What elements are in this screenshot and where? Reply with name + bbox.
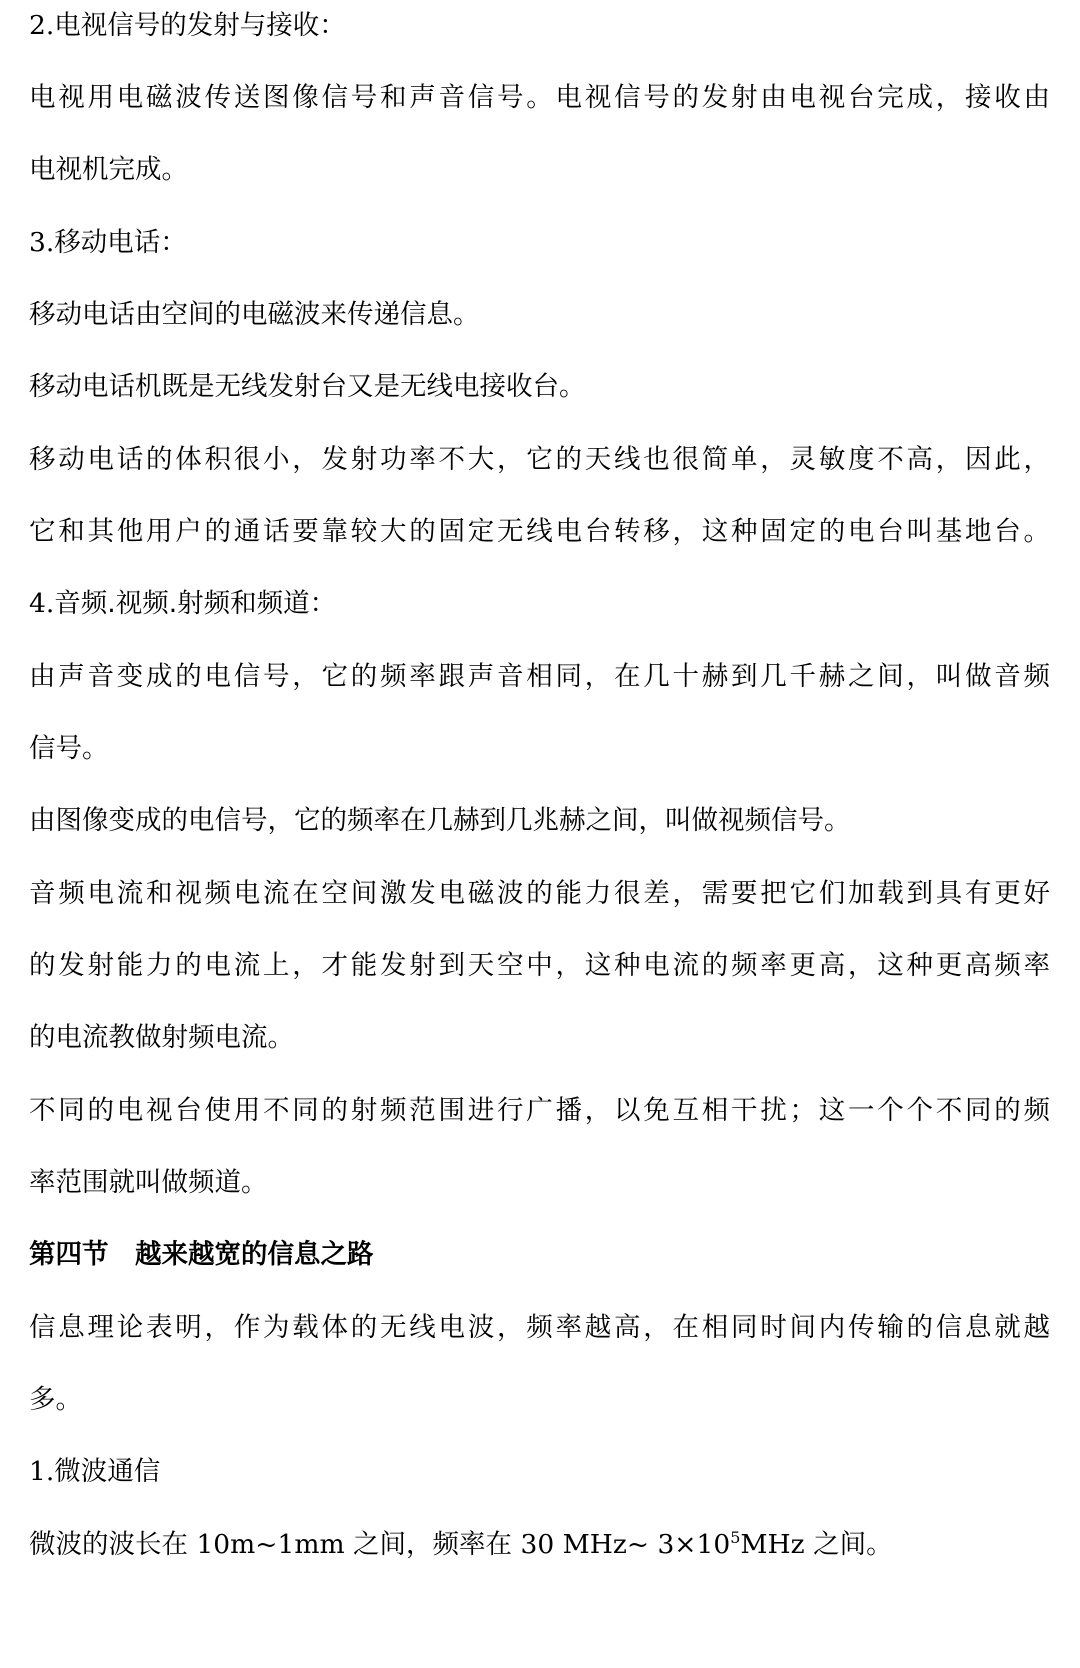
section-heading-tv-signal — [29, 6, 1050, 46]
item-number: 3. — [29, 227, 55, 258]
paragraph-line-microwave-range — [29, 1525, 1050, 1565]
section-heading-mobile-phone — [29, 223, 1050, 263]
paragraph-line: 音频电流和视频电流在空间激发电磁波的能力很差，需要把它们加载到具有更好 — [29, 878, 1050, 909]
paragraph-line: 移动电话机既是无线发射台又是无线电接收台。 — [29, 371, 586, 402]
heading-text: 音频.视频.射频和频道： — [54, 588, 337, 619]
wavelength-range: 10m~1mm — [196, 1529, 345, 1560]
item-number: 2. — [29, 10, 55, 41]
paragraph-line: 移动电话由空间的电磁波来传递信息。 — [29, 299, 480, 330]
paragraph-line: 信号。 — [29, 733, 109, 764]
chapter-heading: 第四节 越来越宽的信息之路 — [29, 1239, 374, 1270]
section-heading-microwave — [29, 1452, 1050, 1492]
paragraph-line: 多。 — [29, 1384, 82, 1415]
paragraph-line: 电视用电磁波传送图像信号和声音信号。电视信号的发射由电视台完成，接收由 — [29, 82, 1050, 113]
heading-text: 电视信号的发射与接收： — [54, 10, 346, 41]
heading-text: 移动电话： — [54, 227, 187, 258]
text-segment: 微波的波长在 — [29, 1529, 197, 1560]
paragraph-line: 移动电话的体积很小，发射功率不大，它的天线也很简单，灵敏度不高，因此， — [29, 444, 1050, 475]
text-segment: 之间。 — [804, 1529, 893, 1560]
frequency-unit: MHz — [740, 1529, 805, 1560]
item-number: 1. — [29, 1456, 55, 1487]
paragraph-line: 电视机完成。 — [29, 154, 188, 185]
paragraph-line: 不同的电视台使用不同的射频范围进行广播，以免互相干扰；这一个个不同的频 — [29, 1095, 1050, 1126]
paragraph-line: 它和其他用户的通话要靠较大的固定无线电台转移，这种固定的电台叫基地台。 — [29, 516, 1050, 547]
paragraph-line: 的发射能力的电流上，才能发射到天空中，这种电流的频率更高，这种更高频率 — [29, 950, 1050, 981]
paragraph-line: 率范围就叫做频道。 — [29, 1167, 268, 1198]
frequency-range: 30 MHz~ 3×10 — [520, 1529, 731, 1560]
paragraph-line: 的电流教做射频电流。 — [29, 1022, 294, 1053]
section-heading-frequencies — [29, 584, 1050, 624]
item-number: 4. — [29, 588, 55, 619]
exponent: 5 — [730, 1528, 741, 1547]
paragraph-line: 由声音变成的电信号，它的频率跟声音相同，在几十赫到几千赫之间，叫做音频 — [29, 661, 1050, 692]
text-segment: 之间，频率在 — [344, 1529, 521, 1560]
paragraph-line: 由图像变成的电信号，它的频率在几赫到几兆赫之间，叫做视频信号。 — [29, 805, 851, 836]
heading-text: 微波通信 — [54, 1456, 161, 1487]
paragraph-line: 信息理论表明，作为载体的无线电波，频率越高，在相同时间内传输的信息就越 — [29, 1312, 1050, 1343]
